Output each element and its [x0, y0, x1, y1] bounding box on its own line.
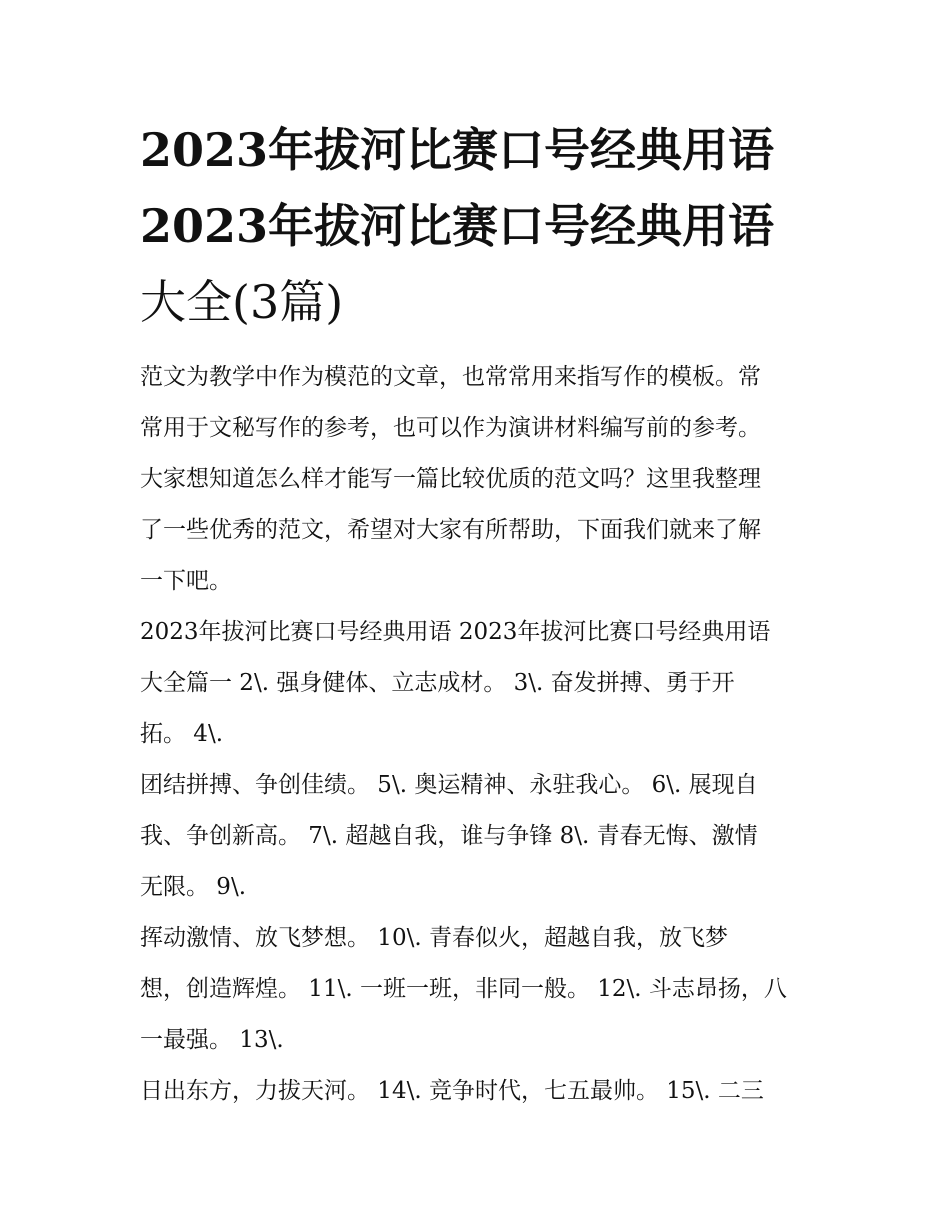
slogan-line: 无限。 9\. — [140, 874, 247, 900]
slogan-line: 一最强。 13\. — [140, 1027, 284, 1053]
slogan-line: 大全篇一 2\. 强身健体、立志成材。 3\. 奋发拼搏、勇于开 — [140, 670, 735, 696]
title-line-1: 2023年拔河比赛口号经典用语 — [140, 123, 775, 177]
intro-paragraph — [140, 352, 820, 607]
slogan-line: 2023年拔河比赛口号经典用语 2023年拔河比赛口号经典用语 — [140, 619, 771, 645]
title-line-3: 大全(3篇) — [140, 275, 344, 329]
slogan-line: 想，创造辉煌。 11\. 一班一班，非同一般。 12\. 斗志昂扬，八 — [140, 976, 787, 1002]
slogan-line: 团结拼搏、争创佳绩。 5\. 奥运精神、永驻我心。 6\. 展现自 — [140, 772, 758, 798]
slogan-list — [140, 607, 820, 1117]
slogan-line: 日出东方，力拔天河。 14\. 竞争时代，七五最帅。 15\. 二三 — [140, 1078, 764, 1104]
document-title — [140, 112, 820, 340]
slogan-line: 拓。 4\. — [140, 721, 224, 747]
intro-line: 常用于文秘写作的参考，也可以作为演讲材料编写前的参考。 — [140, 415, 761, 441]
document-page — [140, 112, 820, 1117]
intro-line: 范文为教学中作为模范的文章，也常常用来指写作的模板。常 — [140, 364, 761, 390]
intro-line: 大家想知道怎么样才能写一篇比较优质的范文吗？这里我整理 — [140, 466, 761, 492]
title-line-2: 2023年拔河比赛口号经典用语 — [140, 199, 775, 253]
slogan-line: 挥动激情、放飞梦想。 10\. 青春似火，超越自我，放飞梦 — [140, 925, 728, 951]
slogan-line: 我、争创新高。 7\. 超越自我，谁与争锋 8\. 青春无悔、激情 — [140, 823, 758, 849]
intro-line: 了一些优秀的范文，希望对大家有所帮助，下面我们就来了解 — [140, 517, 761, 543]
intro-line: 一下吧。 — [140, 568, 232, 594]
